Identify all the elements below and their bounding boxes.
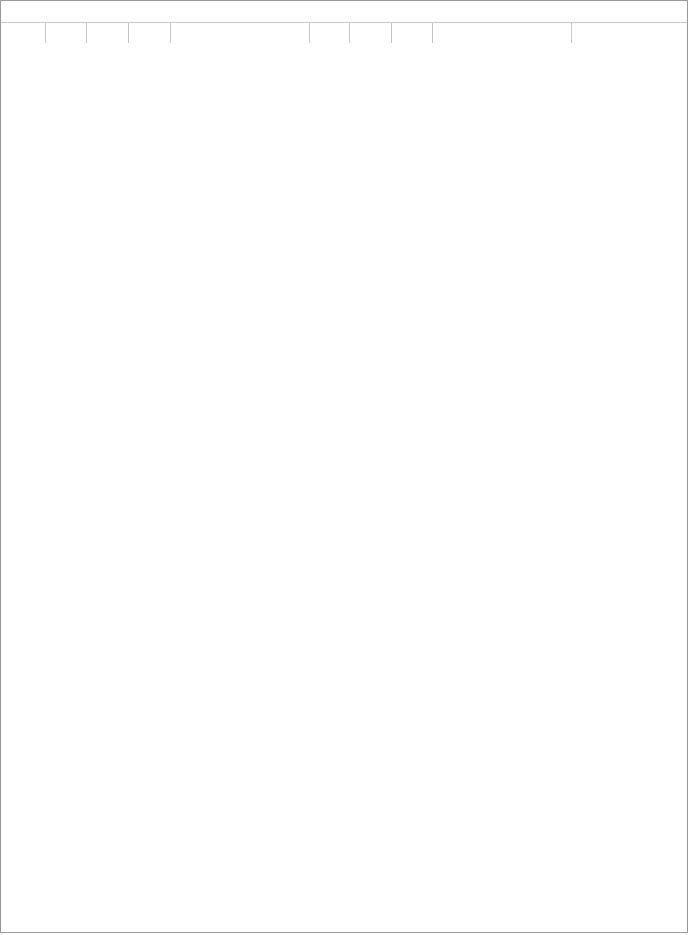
header-mark-right bbox=[391, 23, 432, 43]
header-shiyo bbox=[170, 23, 309, 43]
header-row bbox=[1, 22, 688, 43]
header-honsu bbox=[45, 23, 86, 43]
header-bango bbox=[86, 23, 128, 43]
header-shiyo-right bbox=[432, 23, 571, 43]
header-honsu-right bbox=[309, 23, 349, 43]
header-biko bbox=[571, 23, 688, 43]
header-blank bbox=[1, 23, 45, 43]
header-bango-right bbox=[349, 23, 391, 43]
header-mark bbox=[128, 23, 170, 43]
